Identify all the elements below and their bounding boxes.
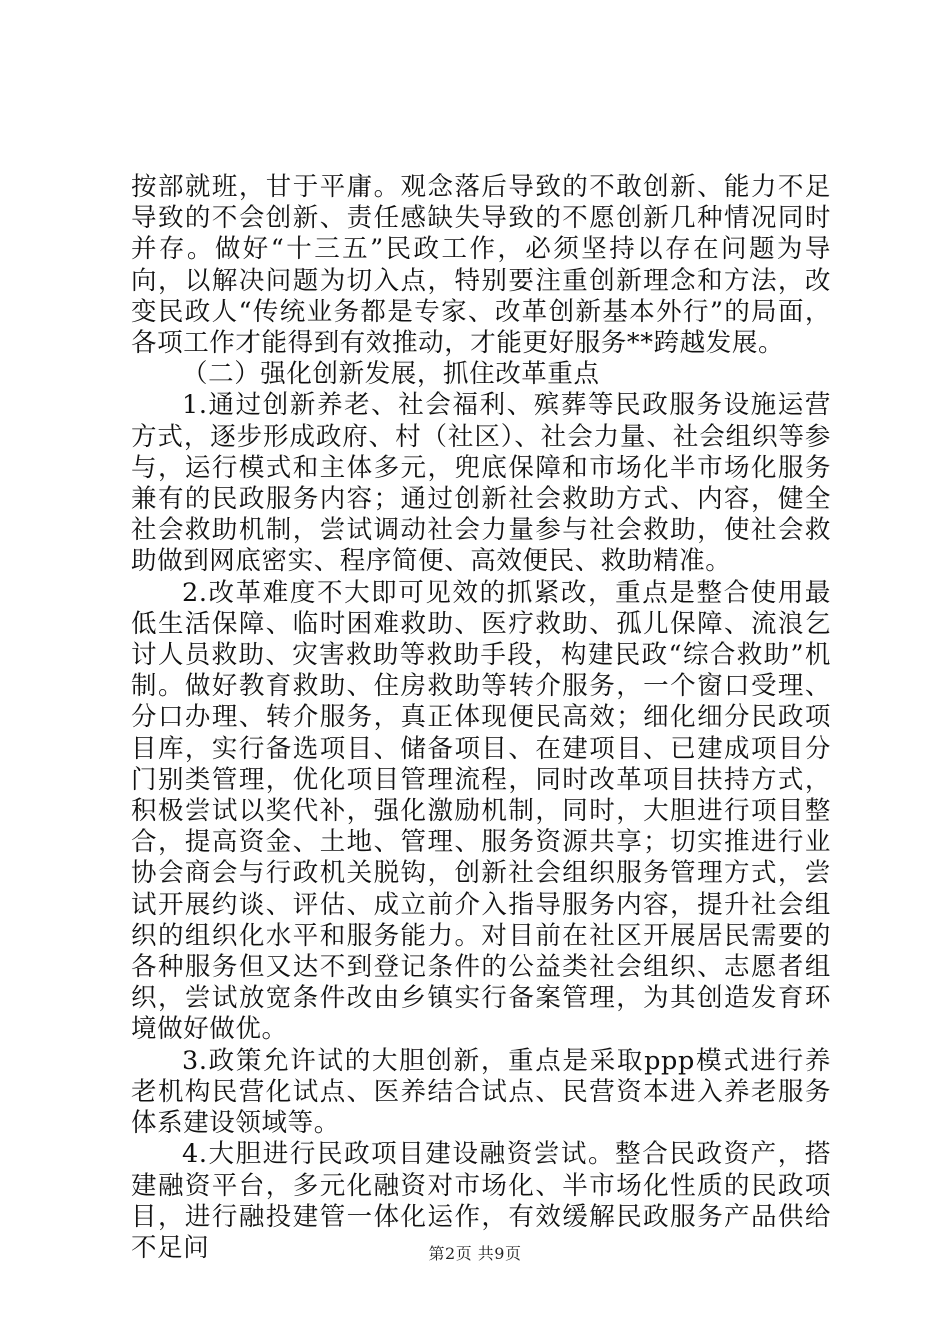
- list-item-4: 4.大胆进行民政项目建设融资尝试。整合民政资产，搭建融资平台，多元化融资对市场化、半市场化性质的民政项目，进行融投建管一体化运作，有效缓解民政服务产品供给不足问: [131, 1139, 831, 1263]
- section-heading: （二）强化创新发展，抓住改革重点: [182, 359, 600, 390]
- list-item-3: 3.政策允许试的大胆创新，重点是采取ppp模式进行养老机构民营化试点、医养结合试点、民营资本进入养老服务体系建设领域等。: [131, 1045, 831, 1139]
- list-item-1: 1.通过创新养老、社会福利、殡葬等民政服务设施运营方式，逐步形成政府、村（社区）、社会力量、社会组织等参与，运行模式和主体多元，兜底保障和市场化半市场化服务兼有的民政服务内容；通过创新社会救助方式、内容，健全社会救助机制，尝试调动社会力量参与社会救助，使社会救助做到网底密实、程序简便、高效便民、救助精准。: [131, 390, 831, 577]
- paragraph-continuation: 按部就班，甘于平庸。观念落后导致的不敢创新、能力不足导致的不会创新、责任感缺失导致的不愿创新几种情况同时并存。做好“十三五”民政工作，必须坚持以存在问题为导向，以解决问题为切入点，特别要注重创新理念和方法，改变民政人“传统业务都是专家、改革创新基本外行”的局面，各项工作才能得到有效推动，才能更好服务**跨越发展。: [131, 172, 831, 359]
- page-number-footer: 第2页 共9页: [428, 1244, 522, 1263]
- document-body: [131, 172, 831, 1264]
- list-item-2: 2.改革难度不大即可见效的抓紧改，重点是整合使用最低生活保障、临时困难救助、医疗救助、孤儿保障、流浪乞讨人员救助、灾害救助等救助手段，构建民政“综合救助”机制。做好教育救助、住房救助等转介服务，一个窗口受理、分口办理、转介服务，真正体现便民高效；细化细分民政项目库，实行备选项目、储备项目、在建项目、已建成项目分门别类管理，优化项目管理流程，同时改革项目扶持方式，积极尝试以奖代补，强化激励机制，同时，大胆进行项目整合，提高资金、土地、管理、服务资源共享；切实推进行业协会商会与行政机关脱钩，创新社会组织服务管理方式，尝试开展约谈、评估、成立前介入指导服务内容，提升社会组织的组织化水平和服务能力。对目前在社区开展居民需要的各种服务但又达不到登记条件的公益类社会组织、志愿者组织，尝试放宽条件改由乡镇实行备案管理，为其创造发育环境做好做优。: [131, 577, 831, 1045]
